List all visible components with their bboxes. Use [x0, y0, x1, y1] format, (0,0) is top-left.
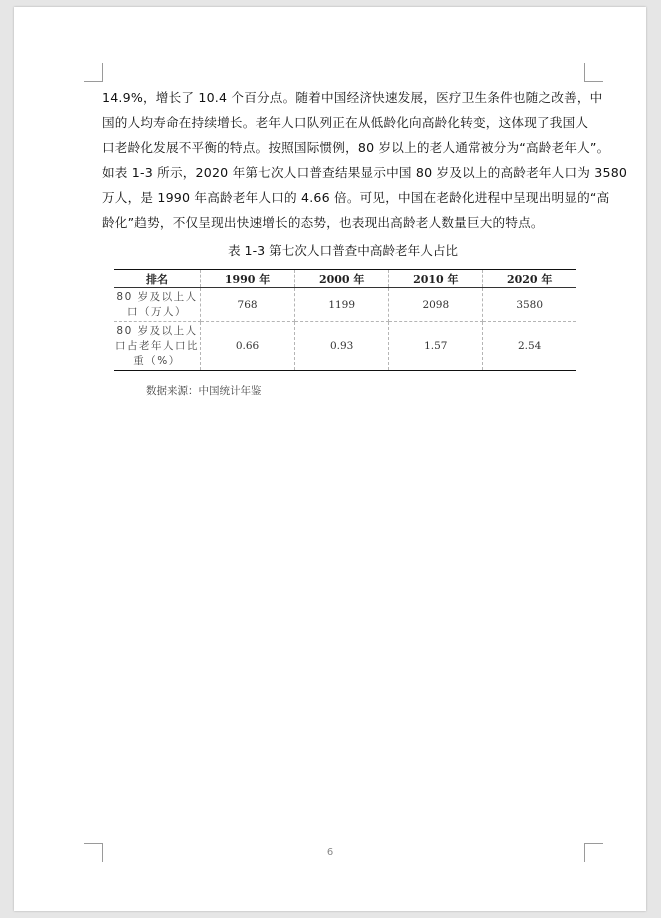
margin-corner-mark: [584, 63, 603, 82]
table-cell: 2098: [389, 288, 483, 322]
table-row: [114, 288, 576, 322]
margin-corner-mark: [84, 63, 103, 82]
table-source-note: 数据来源：中国统计年鉴: [146, 385, 262, 397]
table-row-label: 80 岁及以上人口占老年人口比重（%）: [114, 322, 201, 371]
paragraph-line: 14.9%，增长了 10.4 个百分点。随着中国经济快速发展，医疗卫生条件也随之改善，中: [102, 90, 603, 105]
table-caption: 表 1-3 第七次人口普查中高龄老年人占比: [227, 243, 459, 258]
paragraph-line: 龄化”趋势，不仅呈现出快速增长的态势，也表现出高龄老人数量巨大的特点。: [102, 215, 544, 230]
table-cell: 0.93: [295, 322, 389, 371]
table-cell: 0.66: [201, 322, 295, 371]
table-cell: 2.54: [483, 322, 576, 371]
table-cell: 1199: [295, 288, 389, 322]
table-cell: 768: [201, 288, 295, 322]
paragraph-line: 口老龄化发展不平衡的特点。按照国际惯例，80 岁以上的老人通常被分为“高龄老年人”。: [102, 140, 610, 155]
table-header-cell: 2000 年: [295, 270, 389, 288]
table-header-cell: 2020 年: [483, 270, 576, 288]
paragraph-line: 万人，是 1990 年高龄老年人口的 4.66 倍。可见，中国在老龄化进程中呈现出明显的“高: [102, 190, 610, 205]
table-row: [114, 322, 576, 371]
table-header-cell: 排名: [114, 270, 201, 288]
table-cell: 1.57: [389, 322, 483, 371]
table-row-label: 80 岁及以上人口（万人）: [114, 288, 201, 322]
table-cell: 3580: [483, 288, 576, 322]
body-paragraph: [102, 85, 628, 235]
document-page: [14, 7, 646, 911]
table-header-cell: 2010 年: [389, 270, 483, 288]
table-header-cell: 1990 年: [201, 270, 295, 288]
page-number: 6: [326, 847, 334, 858]
paragraph-line: 国的人均寿命在持续增长。老年人口队列正在从低龄化向高龄化转变，这体现了我国人: [102, 115, 589, 130]
data-table: [114, 269, 576, 371]
table-header-row: [114, 270, 576, 288]
paragraph-line: 如表 1-3 所示，2020 年第七次人口普查结果显示中国 80 岁及以上的高龄老年人口为 3580: [102, 165, 628, 180]
